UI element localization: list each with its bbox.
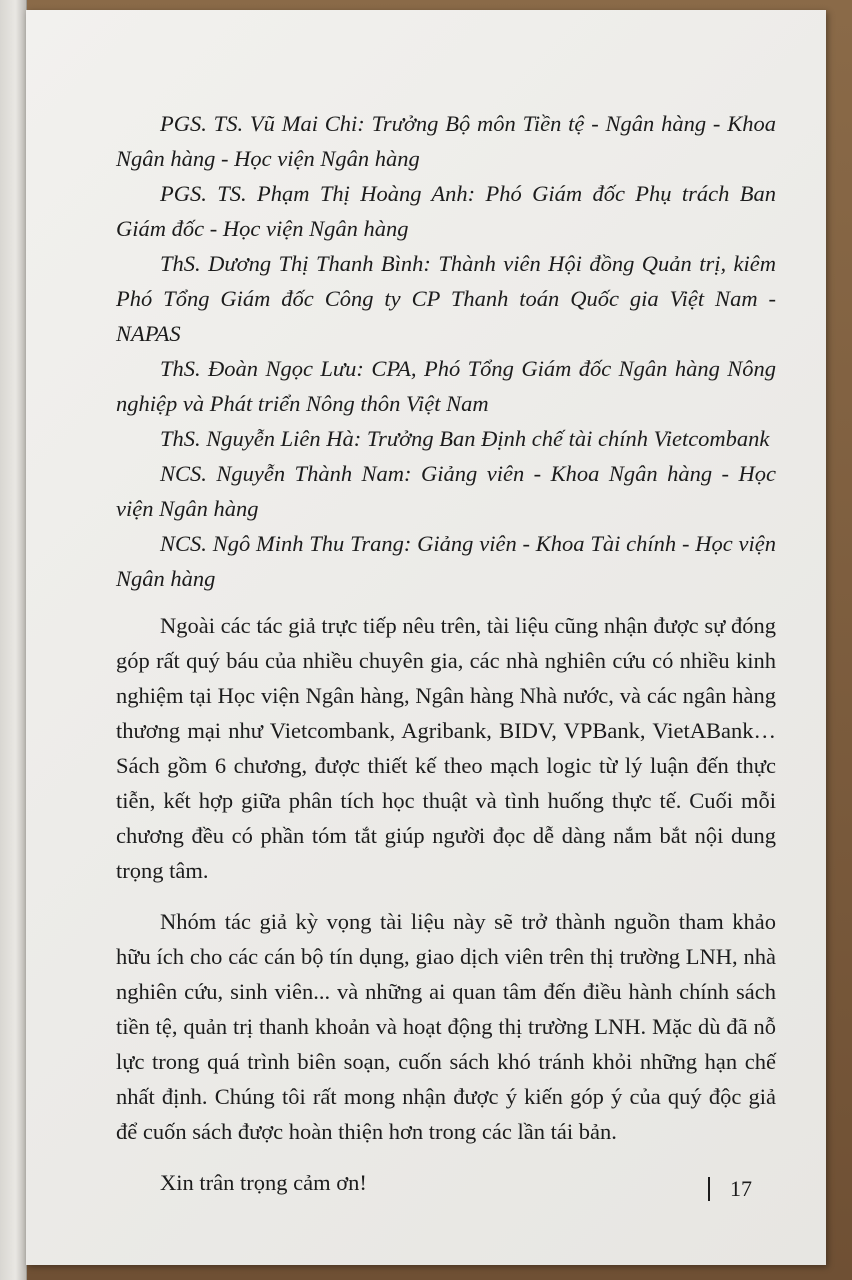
- body-paragraph: Ngoài các tác giả trực tiếp nêu trên, tài liệu cũng nhận được sự đóng góp rất quý báu của nhiều chuyên gia, các nhà nghiên cứu có nhiều kinh nghiệm tại Học viện Ngân hàng, Ngân hàng Nhà nước, và các ngân hàng thương mại như Vietcombank, Agribank, BIDV, VPBank, VietABank… Sách gồm 6 chương, được thiết kế theo mạch logic từ lý luận đến thực tiễn, kết hợp giữa phân tích học thuật và tình huống thực tế. Cuối mỗi chương đều có phần tóm tắt giúp người đọc dễ dàng nắm bắt nội dung trọng tâm.: [116, 613, 776, 883]
- body-paragraph: Nhóm tác giả kỳ vọng tài liệu này sẽ trở thành nguồn tham khảo hữu ích cho các cán bộ tín dụng, giao dịch viên trên thị trường LNH, nhà nghiên cứu, sinh viên... và những ai quan tâm đến điều hành chính sách tiền tệ, quản trị thanh khoản và hoạt động thị trường LNH. Mặc dù đã nỗ lực trong quá trình biên soạn, cuốn sách khó tránh khỏi những hạn chế nhất định. Chúng tôi rất mong nhận được ý kiến góp ý của quý độc giả để cuốn sách được hoàn thiện hơn trong các lần tái bản.: [116, 909, 776, 1144]
- contributor-entry: ThS. Dương Thị Thanh Bình: Thành viên Hội đồng Quản trị, kiêm Phó Tổng Giám đốc Công ty CP Thanh toán Quốc gia Việt Nam - NAPAS: [116, 251, 776, 346]
- contributor-entry: NCS. Nguyễn Thành Nam: Giảng viên - Khoa Ngân hàng - Học viện Ngân hàng: [116, 461, 776, 521]
- contributor-entry: ThS. Đoàn Ngọc Lưu: CPA, Phó Tổng Giám đốc Ngân hàng Nông nghiệp và Phát triển Nông thôn Việt Nam: [116, 356, 776, 416]
- contributor-entry: ThS. Nguyễn Liên Hà: Trưởng Ban Định chế tài chính Vietcombank: [160, 426, 770, 451]
- book-page: [26, 10, 826, 1265]
- contributor-entry: PGS. TS. Phạm Thị Hoàng Anh: Phó Giám đốc Phụ trách Ban Giám đốc - Học viện Ngân hàng: [116, 181, 776, 241]
- page-number-separator: [708, 1177, 710, 1201]
- facing-page-edge: [0, 0, 27, 1280]
- page-footer: [708, 1176, 752, 1202]
- contributor-entry: PGS. TS. Vũ Mai Chi: Trưởng Bộ môn Tiền tệ - Ngân hàng - Khoa Ngân hàng - Học viện Ngân hàng: [116, 111, 776, 171]
- page-content: [116, 106, 776, 1200]
- contributor-entry: NCS. Ngô Minh Thu Trang: Giảng viên - Khoa Tài chính - Học viện Ngân hàng: [116, 531, 776, 591]
- page-number: 17: [730, 1176, 752, 1201]
- closing-line: Xin trân trọng cảm ơn!: [160, 1170, 367, 1195]
